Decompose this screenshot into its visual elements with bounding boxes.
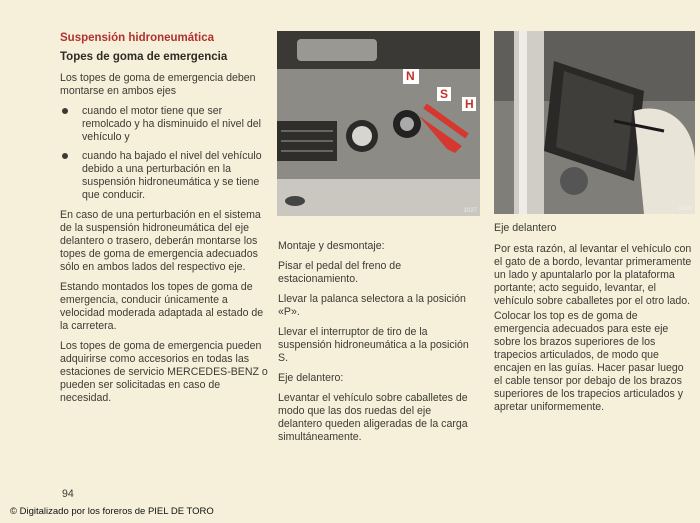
section-title: Suspensión hidroneumática [60,32,214,44]
bullet-icon [62,108,68,114]
paragraph-perturbation: En caso de una perturbación en el sistema de la suspensión hidroneumática del eje delantero o trasero, deberán montarse los topes de goma de emergencia adecuados sólo en ambos lados del respectivo eje. [60,209,261,273]
dashboard-switch-illustration [277,31,480,216]
bullet-icon [62,153,68,159]
photo-caption: Eje delantero [494,222,557,234]
front-axle-photo [494,31,695,214]
list-item [60,105,270,144]
bullet-list [60,105,270,202]
page-number: 94 [62,488,74,500]
label-s: S [440,87,449,101]
label-h: H [465,97,474,111]
list-item [60,150,270,202]
front-axle-heading: Eje delantero: [278,372,344,384]
middle-column [278,240,478,451]
list-item-text: cuando el motor tiene que ser remolcado y ha disminuido el nivel del vehículo y [82,105,262,143]
subtitle: Topes de goma de emergencia [60,51,228,63]
photo-number: 1027 [463,208,477,214]
paragraph-jack: Por esta razón, al levantar el vehículo con el gato de a bordo, levantar primeramente un lado y apuntalarlo por la plataforma portante; acto seguido, levantar, el vehículo sobre caballetes por el otro lado. [494,243,692,307]
step-lift: Levantar el vehículo sobre caballetes de modo que las dos ruedas del eje delantero queden aligeradas de la carga simultáneamente. [278,392,468,443]
right-column [494,222,694,416]
paragraph-accessories: Los topes de goma de emergencia pueden adquirirse como accesorios en todas las estaciones de servicio MERCEDES-BENZ o pueden ser solicitadas en caso de necesidad. [60,340,268,404]
dashboard-switch-photo [277,31,480,216]
assembly-heading: Montaje y desmontaje: [278,240,385,252]
paragraph-driving: Estando montados los topes de goma de emergencia, conducir únicamente a velocidad moderada adaptada al estado de la carretera. [60,281,264,332]
footer-credit: © Digitalizado por los foreros de PIEL DE TORO [10,506,214,517]
front-axle-illustration [494,31,695,214]
list-item-text: cuando ha bajado el nivel del vehículo debido a una perturbación en la suspensión hidroneumática y se tiene que conducir. [82,150,262,201]
label-n: N [406,69,415,83]
paragraph-install: Colocar los top es de goma de emergencia adecuados para este eje sobre los brazos superiores de los trapecios articulados, de modo que encajen en las guías. Hacer pasar luego el cable tensor por debajo de los brazos superiores de los trapecios articulados y apretar uniformemente. [494,310,684,413]
intro-paragraph: Los topes de goma de emergencia deben montarse en ambos ejes [60,72,256,97]
photo-number: 8836 [678,206,692,212]
left-column [60,32,270,412]
step-selector: Llevar la palanca selectora a la posición «P». [278,293,466,318]
step-switch: Llevar el interruptor de tiro de la suspensión hidroneumática a la posición S. [278,326,469,364]
step-brake: Pisar el pedal del freno de estacionamiento. [278,260,402,285]
